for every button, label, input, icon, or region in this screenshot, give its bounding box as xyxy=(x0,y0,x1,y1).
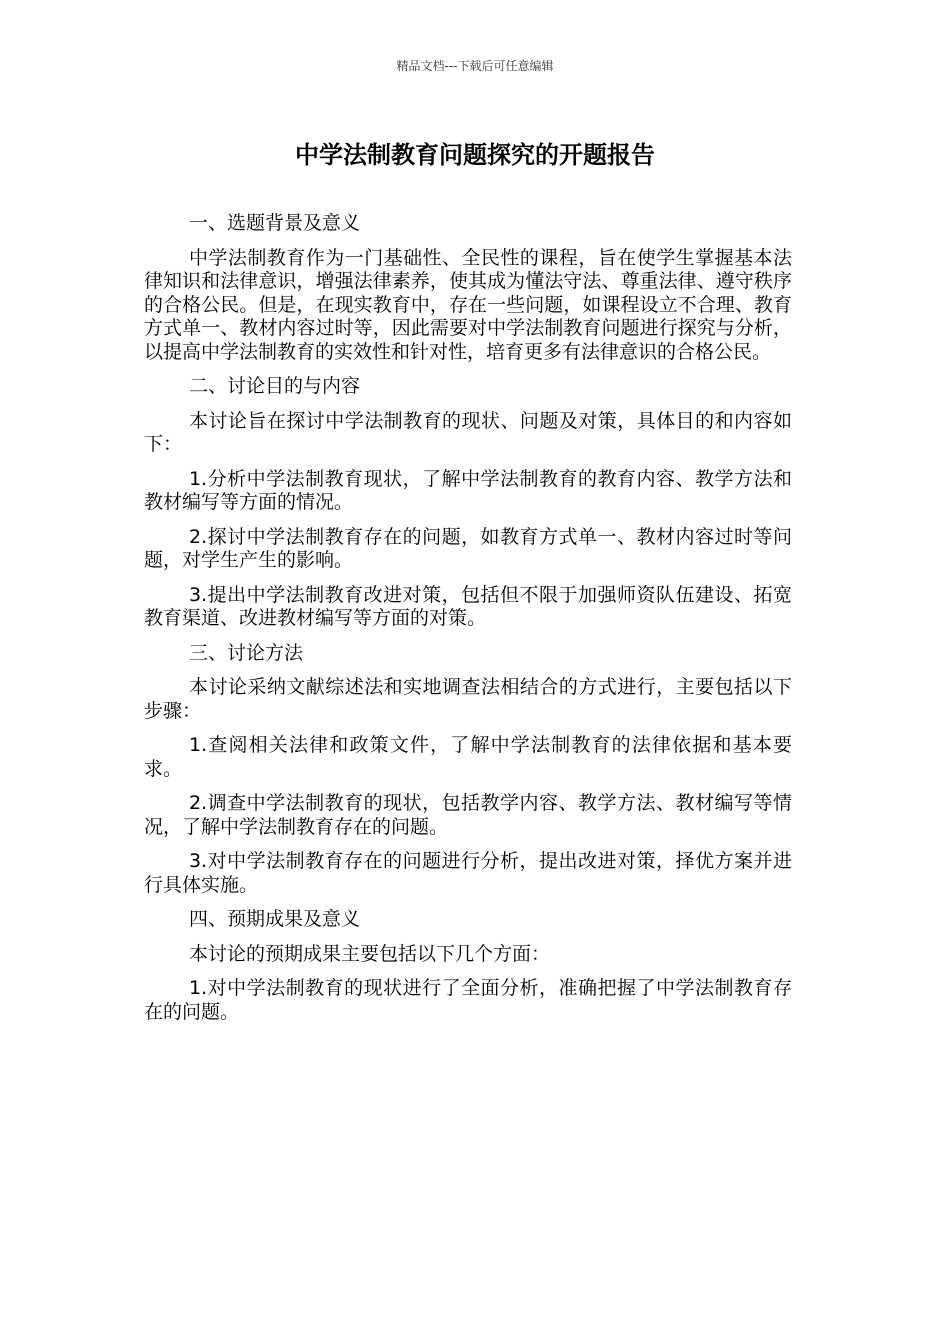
list-item: 3.对中学法制教育存在的问题进行分析，提出改进对策，择优方案并进行具体实施。 xyxy=(144,850,792,896)
body-paragraph: 本讨论旨在探讨中学法制教育的现状、问题及对策，具体目的和内容如下： xyxy=(144,409,792,455)
body-paragraph: 本讨论采纳文献综述法和实地调查法相结合的方式进行，主要包括以下步骤： xyxy=(144,676,792,722)
list-item: 1.查阅相关法律和政策文件，了解中学法制教育的法律依据和基本要求。 xyxy=(144,734,792,780)
body-paragraph: 中学法制教育作为一门基础性、全民性的课程，旨在使学生掌握基本法律知识和法律意识，增强法律素养，使其成为懂法守法、尊重法律、遵守秩序的合格公民。但是，在现实教育中，存在一些问题，如课程设立不合理、教育方式单一、教材内容过时等，因此需要对中学法制教育问题进行探究与分析，以提高中学法制教育的实效性和针对性，培育更多有法律意识的合格公民。 xyxy=(144,246,792,363)
list-item: 2.调查中学法制教育的现状，包括教学内容、教学方法、教材编写等情况，了解中学法制教育存在的问题。 xyxy=(144,792,792,838)
list-item: 1.分析中学法制教育现状，了解中学法制教育的教育内容、教学方法和教材编写等方面的情况。 xyxy=(144,467,792,513)
document-title: 中学法制教育问题探究的开题报告 xyxy=(295,141,655,169)
body-paragraph: 本讨论的预期成果主要包括以下几个方面： xyxy=(189,942,551,965)
section-heading: 二、讨论目的与内容 xyxy=(189,375,361,397)
list-item: 2.探讨中学法制教育存在的问题，如教育方式单一、教材内容过时等问题，对学生产生的影响。 xyxy=(144,525,792,571)
document-body xyxy=(144,212,792,1035)
list-item: 3.提出中学法制教育改进对策，包括但不限于加强师资队伍建设、拓宽教育渠道、改进教材编写等方面的对策。 xyxy=(144,583,792,629)
section-heading: 四、预期成果及意义 xyxy=(189,908,361,930)
section-heading: 一、选题背景及意义 xyxy=(189,212,361,234)
list-item: 1.对中学法制教育的现状进行了全面分析，准确把握了中学法制教育存在的问题。 xyxy=(144,977,792,1023)
page-header: 精品文档---下载后可任意编辑 xyxy=(396,59,554,73)
section-heading: 三、讨论方法 xyxy=(189,641,304,664)
